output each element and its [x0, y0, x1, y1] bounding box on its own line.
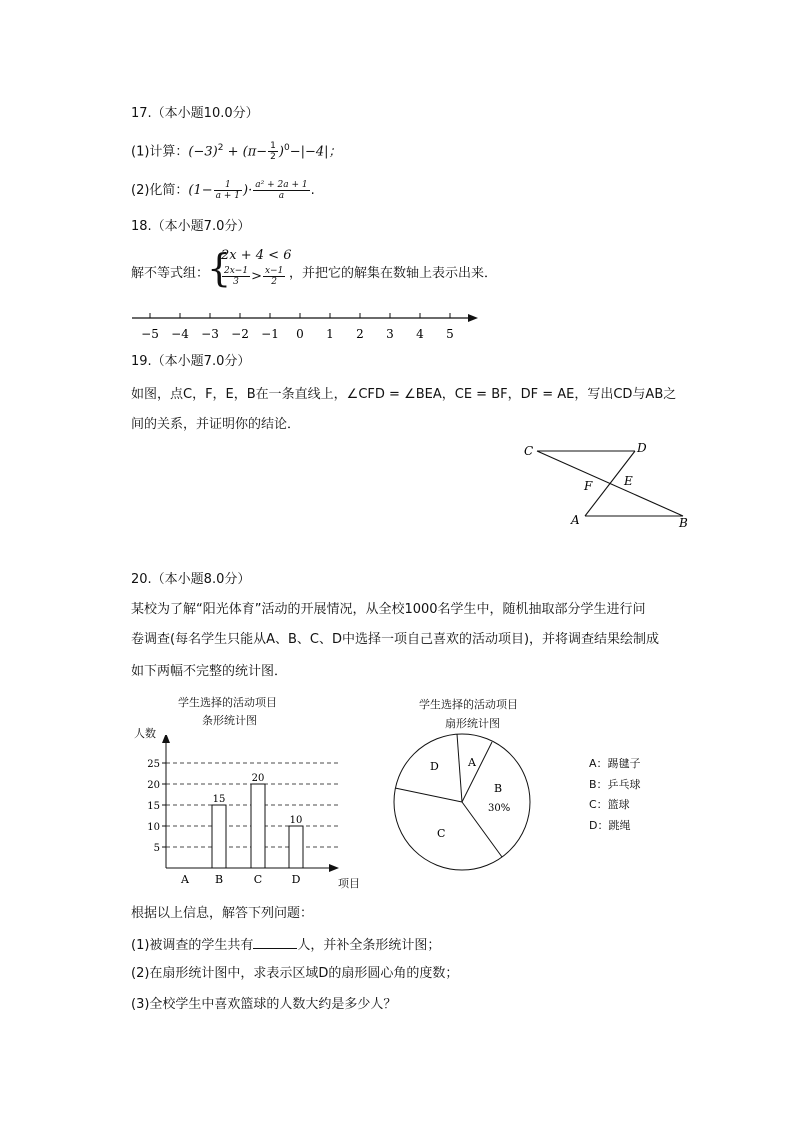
number-line-label: 3 — [386, 327, 394, 341]
number-line — [128, 306, 488, 346]
q17-p1-exp: 2 — [217, 143, 224, 153]
number-line-label: −1 — [261, 327, 279, 341]
bar-chart — [140, 735, 340, 895]
q18-ineq2: $\frac{2x-1}{3}$ > $\frac{x-1}{2}$ — [224, 266, 284, 287]
bar-category-label: C — [253, 873, 263, 886]
q18-label: 解不等式组： — [131, 266, 210, 281]
q17-p1-label: (1)计算： — [131, 144, 189, 160]
label-C: C — [524, 444, 534, 458]
bar-data-label: 15 — [212, 794, 226, 805]
q19-figure — [515, 438, 700, 533]
number-line-label: −3 — [201, 327, 219, 341]
legend-item: A：踢毽子 — [589, 757, 641, 770]
bar-y-tick-label: 10 — [147, 822, 160, 833]
q20-line3: 如下两幅不完整的统计图． — [131, 664, 288, 679]
bar-title-1: 学生选择的活动项目 — [178, 696, 277, 709]
q20-sub3: (3)全校学生中喜欢篮球的人数大约是多少人？ — [131, 997, 397, 1012]
bar-data-label: 10 — [289, 815, 303, 826]
number-line-label: −2 — [231, 327, 249, 341]
q18-brace: { — [207, 246, 232, 290]
bar-x-label: 项目 — [338, 877, 360, 890]
bar-D — [289, 826, 303, 868]
q19-header: 19.（本小题7.0分） — [131, 354, 251, 369]
label-A: A — [571, 513, 580, 527]
pie-divider — [457, 734, 462, 802]
pie-title-1: 学生选择的活动项目 — [419, 698, 518, 711]
pie-label-C: C — [437, 827, 446, 840]
pie-label-B-percent: 30% — [488, 803, 511, 814]
q17-p2-frac: $\frac{\text{a² + 2a + 1}}{a}$ — [255, 180, 308, 201]
q18-header: 18.（本小题7.0分） — [131, 219, 251, 234]
legend-item: D：跳绳 — [589, 819, 631, 832]
bar-x-arrow — [329, 864, 339, 872]
answer-blank[interactable] — [253, 936, 297, 949]
q17-p1-expr: (−3) — [188, 144, 218, 160]
label-F: F — [584, 479, 593, 493]
bar-marks — [180, 773, 303, 886]
number-line-arrow — [468, 314, 478, 322]
q20-sub2: (2)在扇形统计图中，求表示区域D的扇形圆心角的度数； — [131, 966, 459, 981]
q17-p1-expr: ) — [278, 144, 284, 160]
bar-category-label: D — [291, 873, 301, 886]
q17-p2-expr: (1− — [188, 183, 213, 198]
number-line-label: 0 — [296, 327, 304, 341]
bar-y-arrow — [162, 735, 170, 743]
q20-line2: 卷调查(每名学生只能从A、B、C、D中选择一项自己喜欢的活动项目)，并将调查结果绘制成 — [131, 632, 660, 647]
bar-y-tick-label: 20 — [147, 780, 160, 791]
q20-line1: 某校为了解“阳光体育”活动的开展情况，从全校1000名学生中，随机抽取部分学生进行问 — [131, 602, 646, 617]
legend-item: C：篮球 — [589, 798, 630, 811]
legend-item: B：乒乓球 — [589, 778, 641, 791]
pie-divider — [462, 742, 492, 802]
bar-y-tick-label: 5 — [153, 843, 160, 854]
q17-p1-expr: + (π− — [227, 144, 268, 160]
number-line-label: 5 — [446, 327, 454, 341]
q17-part2 — [131, 180, 315, 201]
bar-title-2: 条形统计图 — [202, 714, 257, 727]
number-line-ticks — [141, 313, 454, 341]
number-line-label: 2 — [356, 327, 364, 341]
q18-ineq1: 2x + 4 < 6 — [221, 248, 292, 263]
pie-chart — [390, 730, 540, 875]
bar-y-tick-label: 15 — [147, 801, 160, 812]
label-D: D — [637, 441, 647, 455]
q20-sub1: (1)被调查的学生共有 人，并补全条形统计图； — [131, 938, 441, 953]
q19-line1: 如图，点C，F，E，B在一条直线上，∠CFD = ∠BEA，CE = BF，DF = AE，写出CD与AB之 — [131, 387, 677, 402]
q17-p1-frac: $\frac{1}{2}$ — [270, 141, 276, 163]
q17-p1-exp: 0 — [283, 143, 290, 153]
q20-header: 20.（本小题8.0分） — [131, 572, 251, 587]
bar-C — [251, 784, 265, 868]
pie-title-2: 扇形统计图 — [445, 717, 500, 730]
number-line-label: 1 — [326, 327, 334, 341]
q17-p2-expr: )· — [243, 183, 253, 198]
pie-divider — [395, 788, 462, 802]
bar-y-label: 人数 — [134, 727, 156, 740]
number-line-label: −5 — [141, 327, 159, 341]
number-line-label: 4 — [416, 327, 424, 341]
label-E: E — [624, 474, 633, 488]
q17-p2-end: . — [310, 183, 315, 198]
q17-p2-label: (2)化简： — [131, 183, 189, 198]
pie-label-B: B — [494, 782, 503, 795]
bar-category-label: A — [181, 873, 189, 886]
bar-y-tick-label: 25 — [147, 759, 160, 770]
bar-B — [212, 805, 226, 868]
q17-p1-expr: −|−4|； — [289, 144, 342, 160]
bar-category-label: B — [214, 873, 224, 886]
bar-data-label: 20 — [251, 773, 265, 784]
q19-line2: 间的关系，并证明你的结论． — [131, 417, 301, 432]
q17-part1 — [131, 140, 342, 162]
label-B: B — [679, 516, 688, 530]
pie-label-D: D — [430, 760, 439, 773]
pie-label-A: A — [468, 756, 476, 769]
bar-grid — [147, 759, 340, 854]
number-line-label: −4 — [171, 327, 189, 341]
q17-p2-frac: $\frac{1}{a + 1}$ — [215, 180, 241, 201]
q17-header: 17.（本小题10.0分） — [131, 106, 259, 121]
q20-after: 根据以上信息，解答下列问题： — [131, 906, 314, 921]
q18-tail: ，并把它的解集在数轴上表示出来． — [289, 266, 498, 281]
